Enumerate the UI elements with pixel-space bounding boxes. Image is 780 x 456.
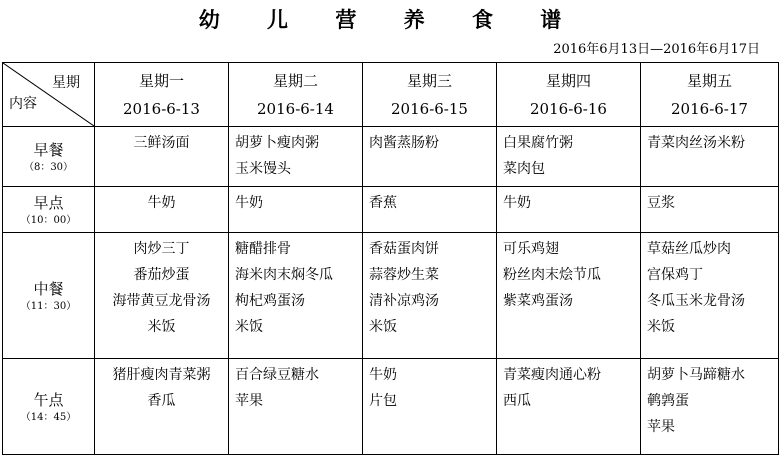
- menu-cell: [363, 359, 497, 455]
- dish: 胡萝卜马蹄糖水: [647, 367, 745, 383]
- meal-label-cell: [3, 359, 95, 455]
- dish: 苹果: [235, 393, 263, 409]
- dish: 片包: [369, 393, 397, 409]
- menu-cell: [95, 127, 229, 187]
- dish: 冬瓜玉米龙骨汤: [647, 293, 745, 309]
- menu-cell: [497, 233, 641, 359]
- dish: 糖醋排骨: [235, 241, 291, 257]
- corner-weekday-label: 星期: [52, 75, 80, 91]
- dish: 蒜蓉炒生菜: [369, 267, 439, 283]
- menu-cell: [641, 187, 779, 233]
- dish: 香菇蛋肉饼: [369, 241, 439, 257]
- dish: 香瓜: [147, 393, 176, 409]
- date-range: 2016年6月13日—2016年6月17日: [553, 42, 760, 57]
- menu-cell: [641, 233, 779, 359]
- dish: 海米肉末焖冬瓜: [235, 267, 333, 283]
- meal-name: 中餐: [33, 279, 64, 298]
- meal-label-cell: [3, 233, 95, 359]
- dish: 可乐鸡翅: [503, 241, 559, 257]
- dish: 鹌鹑蛋: [647, 393, 689, 409]
- dish: 豆浆: [647, 195, 675, 211]
- dish: 肉炒三丁: [133, 241, 190, 257]
- day-header: [363, 63, 497, 127]
- dish: 西瓜: [503, 393, 531, 409]
- meal-name: 早点: [33, 193, 64, 212]
- day-name: 星期二: [272, 71, 318, 90]
- dish: 香蕉: [369, 195, 397, 211]
- table-row: [3, 233, 779, 359]
- menu-cell: [95, 233, 229, 359]
- corner-cell: [3, 63, 95, 127]
- meal-time: （8：30）: [23, 161, 74, 173]
- day-date: 2016-6-15: [391, 99, 468, 118]
- menu-cell: [229, 359, 363, 455]
- day-name: 星期三: [406, 71, 452, 90]
- menu-cell: [229, 127, 363, 187]
- table-row: [3, 187, 779, 233]
- meal-time: （10：00）: [20, 214, 77, 226]
- menu-cell: [95, 187, 229, 233]
- dish: 猪肝瘦肉青菜粥: [112, 367, 211, 383]
- menu-cell: [363, 187, 497, 233]
- meal-time: （11：30）: [20, 300, 77, 312]
- header-row: [3, 63, 779, 127]
- menu-cell: [497, 187, 641, 233]
- meal-label-cell: [3, 127, 95, 187]
- dish: 玉米馒头: [235, 161, 291, 177]
- dish: 海带黄豆龙骨汤: [112, 293, 211, 309]
- dish: 宫保鸡丁: [647, 267, 703, 283]
- dish: 米饭: [647, 319, 675, 335]
- menu-cell: [363, 233, 497, 359]
- meal-time: （14：45）: [20, 411, 77, 423]
- dish: 白果腐竹粥: [503, 135, 573, 151]
- dish: 苹果: [647, 419, 675, 435]
- menu-cell: [641, 359, 779, 455]
- dish: 牛奶: [369, 367, 397, 383]
- day-header: [497, 63, 641, 127]
- dish: 草菇丝瓜炒肉: [647, 241, 731, 257]
- meal-name: 早餐: [33, 140, 64, 159]
- table-row: [3, 127, 779, 187]
- day-date: 2016-6-13: [123, 99, 200, 118]
- day-header: [229, 63, 363, 127]
- dish: 米饭: [147, 319, 176, 335]
- menu-cell: [497, 127, 641, 187]
- menu-cell: [363, 127, 497, 187]
- dish: 百合绿豆糖水: [235, 367, 319, 383]
- dish: 青菜肉丝汤米粉: [647, 135, 745, 151]
- dish: 牛奶: [503, 195, 531, 211]
- meal-name: 午点: [33, 390, 64, 409]
- dish: 枸杞鸡蛋汤: [235, 293, 305, 309]
- dish: 三鲜汤面: [133, 135, 190, 151]
- day-date: 2016-6-17: [671, 99, 748, 118]
- day-name: 星期一: [138, 71, 184, 90]
- menu-cell: [641, 127, 779, 187]
- day-date: 2016-6-14: [257, 99, 334, 118]
- dish: 青菜瘦肉通心粉: [503, 367, 601, 383]
- menu-cell: [229, 187, 363, 233]
- dish: 粉丝肉末烩节瓜: [503, 267, 601, 283]
- day-header: [641, 63, 779, 127]
- dish: 胡萝卜瘦肉粥: [235, 135, 319, 151]
- day-date: 2016-6-16: [530, 99, 607, 118]
- page-title: 幼 儿 营 养 食 谱: [198, 7, 582, 32]
- dish: 牛奶: [235, 195, 263, 211]
- day-name: 星期五: [686, 71, 732, 90]
- dish: 清补凉鸡汤: [369, 293, 439, 309]
- dish: 紫菜鸡蛋汤: [503, 293, 573, 309]
- menu-table: [2, 62, 779, 455]
- menu-cell: [95, 359, 229, 455]
- dish: 番茄炒蛋: [133, 267, 190, 283]
- dish: 米饭: [235, 319, 263, 335]
- dish: 牛奶: [147, 195, 176, 211]
- day-header: [95, 63, 229, 127]
- dish: 菜肉包: [503, 161, 545, 177]
- meal-label-cell: [3, 187, 95, 233]
- dish: 米饭: [369, 319, 397, 335]
- table-row: [3, 359, 779, 455]
- menu-cell: [497, 359, 641, 455]
- corner-content-label: 内容: [9, 96, 37, 112]
- menu-cell: [229, 233, 363, 359]
- dish: 肉酱蒸肠粉: [369, 135, 439, 151]
- day-name: 星期四: [545, 71, 591, 90]
